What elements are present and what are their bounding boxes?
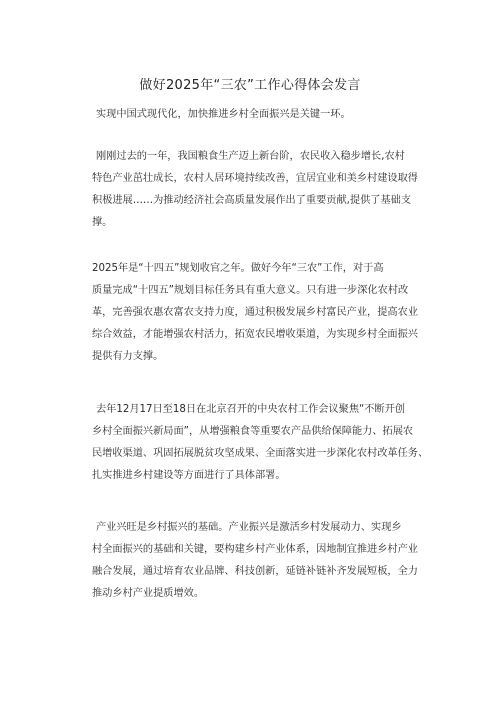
- paragraph-conference: [92, 399, 432, 487]
- paragraph-line: 融合发展，通过培育农业品牌、科技创新，延链补链补齐发展短板，全力: [92, 566, 418, 577]
- paragraph-industry: [92, 517, 432, 605]
- paragraph-line: 去年12月17日至18日在北京召开的中央农村工作会议聚焦“不断开创: [96, 404, 406, 415]
- paragraph-line: 扎实推进乡村建设等方面进行了具体部署。: [92, 470, 286, 481]
- paragraph-2025-plan: [92, 258, 432, 368]
- paragraph-line: 民增收渠道、巩固拓展脱贫攻坚成果、全面落实进一步深化农村改革任务、: [92, 448, 429, 459]
- paragraph-line: 特色产业茁壮成长，农村人居环境持续改善，宜居宜业和美乡村建设取得: [92, 173, 418, 184]
- paragraph-line: 质量完成“十四五”规划目标任务具有重大意义。只有进一步深化农村改: [92, 285, 409, 296]
- paragraph-line: 乡村全面振兴新局面”，从增强粮食等重要农产品供给保障能力、拓展农: [92, 426, 414, 437]
- paragraph-line: 刚刚过去的一年，我国粮食生产迈上新台阶，农民收入稳步增长,农村: [96, 151, 405, 162]
- paragraph-line: 革，完善强农惠农富农支持力度，通过积极发展乡村富民产业，提高农业: [92, 307, 418, 318]
- paragraph-intro: [96, 104, 426, 126]
- paragraph-line: 村全面振兴的基础和关键，要构建乡村产业体系，因地制宜推进乡村产业: [92, 544, 418, 555]
- paragraph-line: 产业兴旺是乡村振兴的基础。产业振兴是激活乡村发展动力、实现乡: [96, 522, 402, 533]
- paragraph-line: 提供有力支撑。: [92, 351, 164, 362]
- paragraph-line: 综合效益，才能增强农村活力，拓宽农民增收渠道，为实现乡村全面振兴: [92, 329, 418, 340]
- paragraph-line: 实现中国式现代化，加快推进乡村全面振兴是关键一环。: [96, 109, 351, 120]
- paragraph-line: 积极进展……为推动经济社会高质量发展作出了重要贡献,提供了基础支: [92, 195, 412, 206]
- paragraph-line: 2025年是“十四五”规划收官之年。做好今年“三农”工作，对于高: [92, 263, 384, 274]
- paragraph-line: 推动乡村产业提质增效。: [92, 588, 205, 599]
- paragraph-line: 撑。: [92, 217, 113, 228]
- document-title: 做好2025年“三农”工作心得体会发言: [139, 78, 361, 93]
- paragraph-achievements: [92, 146, 432, 234]
